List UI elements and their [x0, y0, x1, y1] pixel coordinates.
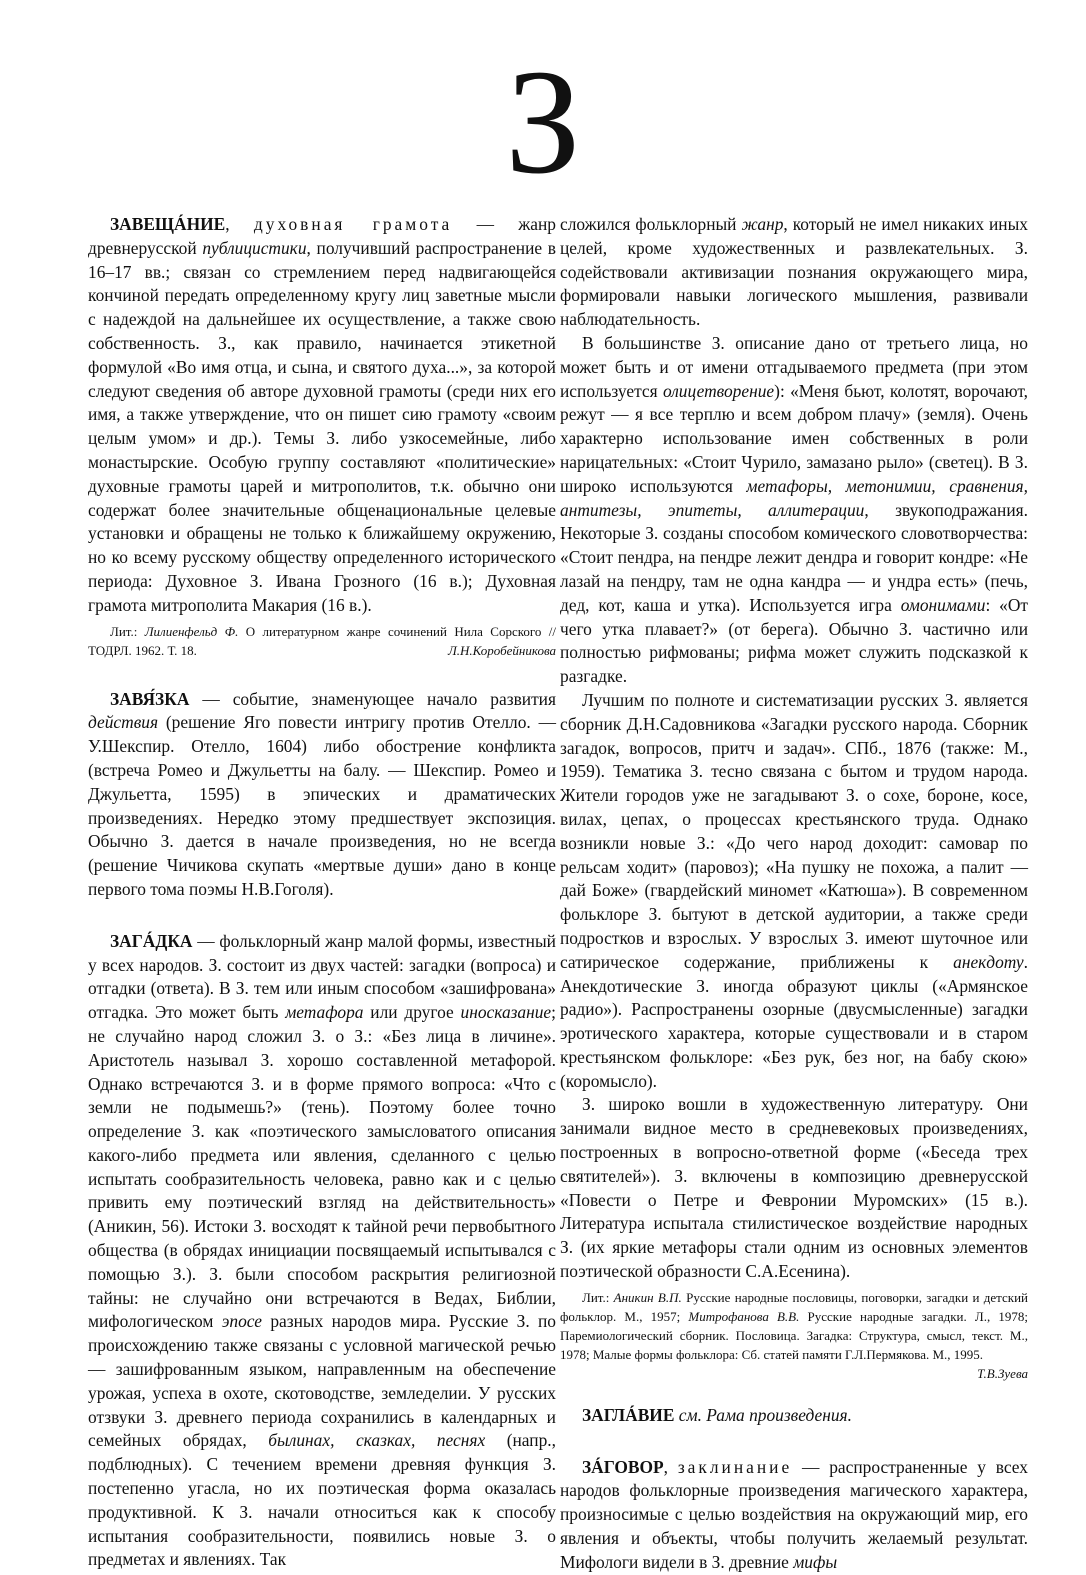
entry-synonym: заклинание [677, 1456, 793, 1477]
entry-zavyazka [88, 688, 556, 902]
lit-text: Русские народные пословицы, поговорки, загадки и детский фольклор. М., 1957; [560, 1289, 1029, 1324]
entry-headword: ЗÁГОВОР [582, 1456, 664, 1477]
entry-text: В большинстве З. описание дано от третьего лица, но может быть и от имени отгадываемого предмета (при этом используется [560, 332, 1028, 401]
entry-zagadka [88, 930, 556, 1573]
entry-text: : «От чего утка плавает?» (от берега). Обычно З. частично или полностью рифмованы; рифма может служить подсказкой к разгадке. [560, 594, 1028, 687]
entry-zaveshchanie: ЗАВЕЩÁНИЕ, духовная грамота — жанр древнерусской публицистики, получивший распространение в 16–17 вв.; связан со стремлением перед надвигающейся кончиной передать определенному кругу лиц заветные мысли с надеждой на дальнейшее их осуществление, а также свою собственность. З., как правило, начинается этикетной формулой «Во имя отца, и сына, и святого духа...», за которой следуют сведения об авторе духовной грамоты (среди них его имя, а также утверждение, что он пишет сию грамоту «своим целым умом» и др.). Темы З. либо узкосемейные, либо монастырские. Особую группу составляют «политические» духовные грамоты царей и митрополитов, т.к. обычно они содержат более значительные общенациональные целевые установки и обращены не только к ближайшему окружению, но ко всему русскому обществу определенного исторического периода: Духовное З. Ивана Грозного (16 в.); Духовная грамота митрополита Макария (16 в.). [88, 214, 556, 615]
entry-headword: ЗАГÁДКА [110, 930, 193, 951]
entry-text: (решение Яго повести интригу против Отелло. — У.Шекспир. Отелло, 1604) либо обострение конфликта (встреча Ромео и Джульетты на балу. — Шекспир. Ромео и Джульетта, 1595) в эпических и драматических произведениях. Нередко этому предшествует экспозиция. Обычно З. дается в начале произведения, но не всегда (решение Чичикова скупать «мертвые души» дано в конце первого тома поэмы Н.В.Гоголя). [88, 712, 556, 899]
bibliography [560, 1288, 1029, 1381]
entry-text: сложился фольклорный [560, 214, 742, 234]
entry-zagovor: ЗÁГОВОР, заклинание — распространенные у всех народов фольклорные произведения магического характера, произносимые с целью воздействия на окружающий мир, его явления и объекты, чтобы получить желаемый результат. Мифологи видели в З. древние мифы [560, 1456, 1028, 1572]
entry-text: или другое [363, 1002, 461, 1023]
entry-text: , получивший распространение в 16–17 вв.; связан со стремлением перед надвигающейся кончиной передать определенному кругу лиц заветные мысли с надеждой на дальнейшее их осуществление, а также свою собственность. З., как правило, начинается этикетной формулой «Во имя отца, и сына, и святого духа...», за которой следуют сведения об авторе духовной грамоты (среди них его имя, а также утверждение, что он пишет сию грамоту «своим целым умом» и др.). Темы З. либо узкосемейные, либо монастырские. Особую группу составляют «политические» духовные грамоты царей и митрополитов, т.к. обычно они содержат более значительные общенациональные целевые установки и обращены не только к ближайшему окружению, но ко всему русскому обществу определенного исторического периода: Духовное З. Ивана Грозного (16 в.); Духовная грамота митрополита Макария (16 в.). [88, 237, 556, 615]
article-author: Т.В.Зуева [977, 1365, 1028, 1381]
entry-text: — жанр древнерусской [88, 214, 556, 258]
paragraph [560, 332, 1028, 689]
article-author: Л.Н.Коробейникова [447, 642, 556, 658]
entry-text: , который не имел никаких иных целей, кроме художественных и развлекательных. З. содействовали активизации познания окружающего мира, формировали навыки логического мышления, развивали наблюдательность. [560, 214, 1028, 330]
lit-author: Митрофанова В.В. [688, 1308, 800, 1324]
lit-label: Лит.: [110, 623, 145, 639]
entry-text: Лучшим по полноте и систематизации русских З. является сборник Д.Н.Садовникова «Загадки русского народа. Сборник загадок, вопросов, притч и задач». СПб., 1876 (также: М., 1959). Тематика З. тесно связана с бытом и трудом народа. Жители городов уже не загадывают З. о сохе, бороне, косе, вилах, цепах, о процессах крестьянского труда. Однако возникли новые З.: «До чего народ доходит: самовар по рельсам ходит» (паровоз); «На пушку не похожа, а палит — дай Боже» (гвардейский миномет «Катюша»). В современном фольклоре З. бытуют в детской аудитории, а также среди подростков и взрослых. У взрослых З. имеют шуточное или сатирическое содержание, приближены к [560, 689, 1028, 972]
paragraph [560, 689, 1028, 1094]
entry-text: ; не случайно народ сложил З. о З.: «Без лица в личине». Аристотель называл З. хорошо составленной метафорой. Однако встречаются З. и в форме прямого вопроса: «Что с земли не подымешь?» (тень). Поэтому более точно определение З. как «поэтического замысловатого описания какого-либо предмета или явления, сделанного с целью испытать сообразительность человека, равно как и с целью привить ему поэтический взгляд на действительность» (Аникин, 56). Истоки З. восходят к тайной речи первобытного общества (в обрядах инициации посвящаемый испытывался с помощью З.). З. были способом раскрытия религиозной тайны: не случайно они встречаются в Ведах, Библии, мифологическом [88, 1002, 556, 1332]
entry-text: разных народов мира. Русские З. по происхождению также связаны с условной магической речью — зашифрованным языком, направленным на обеспечение урожая, успеха в охоте, скотоводстве, земледелии. У русских отзвуки З. древнего периода сохранились в календарных и семейных обрядах, [88, 1311, 556, 1451]
entry-text: — распространенные у всех народов фольклорные произведения магического характера, произносимые с целью воздействия на окружающий мир, его явления и объекты, чтобы получить желаемый результат. Мифологи видели в З. древние [560, 1456, 1028, 1572]
spacer [560, 1428, 1028, 1456]
entry-text: — фольклорный жанр малой формы, известный у всех народов. З. состоит из двух частей: загадки (вопроса) и отгадки (ответа). В З. тем или иным способом «зашифрована» отгадка. Это может быть [88, 930, 556, 1023]
paragraph: З. широко вошли в художественную литературу. Они занимали видное место в средневековых произведениях, построенных в вопросно-ответной форме («Беседа трех святителей»). З. включены в композицию древнерусской «Повести о Петре и Февронии Муромских» (15 в.). Литература испытала стилистическое воздействие народных З. (их яркие метафоры стали одним из основных элементов поэтической образности С.А.Есенина). [560, 1094, 1028, 1282]
right-column [560, 213, 1028, 1575]
entry-crossref: метафоры, метонимии, сравнения, антитезы, эпитеты, аллитерации [560, 475, 1028, 520]
entry-crossref: метафора [285, 1002, 364, 1023]
lit-text: Русские народные загадки. Л., 1978; Паремиологический сборник. Пословица. Загадка: Структура, смысл, текст. М., 1978; Малые формы фольклора: Сб. статей памяти Г.Л.Пермякова. М., 1995. [560, 1308, 1028, 1362]
entry-crossref: жанр [741, 214, 784, 234]
entry-zaglavie [560, 1404, 1028, 1428]
entry-crossref: публицистики [202, 237, 307, 258]
entry-text: — событие, знаменующее начало развития [189, 688, 556, 709]
entry-synonym: духовная грамота [253, 214, 453, 234]
entry-headword: ЗАВЯ́ЗКА [110, 688, 190, 709]
lit-text: О литературном жанре сочинений Нила Сорского // ТОДРЛ. 1962. Т. 18. [88, 623, 557, 658]
entry-crossref: см. Рама произведения. [674, 1404, 852, 1425]
entry-text: . Анекдотические З. иногда образуют циклы («Армянское радио»). Распространены озорные (двусмысленные) загадки эротического характера, которые существовали и в старом крестьянском фольклоре: «Без рук, без ног, на бабу скою» (коромысло). [560, 951, 1028, 1091]
entry-crossref: олицетворение [662, 380, 775, 401]
entry-text: , звукоподражания. Некоторые З. созданы способом комического словотворчества: «Стоит пендра, на пендре лежит дендра и говорит кондре: «Не лазай на пендру, там не одна кандра — и ундра есть» (печь, дед, кот, каша и утка). Используется игра [560, 499, 1028, 615]
lit-author: Лилиенфельд Ф. [144, 623, 239, 639]
entry-crossref: действия [88, 712, 159, 733]
lit-label: Лит.: [582, 1289, 614, 1305]
entry-text: (напр., подблюдных). С течением времени древняя функция З. постепенно угасла, но их поэтическая форма оказалась продуктивной. К З. начали относиться как к способу испытания сообразительности, появились новые З. о предметах и явлениях. Так [88, 1430, 556, 1570]
paragraph [560, 213, 1028, 332]
entry-crossref: анекдоту [953, 951, 1024, 972]
entry-text: ): «Меня бьют, колотят, ворочают, режут — я все терплю и всем добром плачу» (земля). Очень характерно использование имен собственных в роли нарицательных: «Стоит Чурило, замазано рыло» (светец). В З. широко используются [560, 380, 1028, 496]
left-column [88, 213, 556, 1572]
spacer [88, 902, 556, 930]
entry-crossref: иносказание [460, 1002, 552, 1023]
entry-headword: ЗАГЛÁВИЕ [582, 1404, 675, 1425]
bibliography [88, 622, 556, 660]
lit-author: Аникин В.П. [613, 1289, 682, 1305]
entry-crossref: эпосе [221, 1311, 263, 1332]
entry-crossref: омонимами [900, 594, 986, 615]
entry-crossref: мифы [793, 1551, 838, 1572]
entry-headword: ЗАВЕЩÁНИЕ [110, 214, 226, 234]
spacer [88, 660, 556, 688]
section-letter: З [505, 39, 581, 205]
entry-crossref: былинах, сказках, песнях [268, 1430, 486, 1451]
